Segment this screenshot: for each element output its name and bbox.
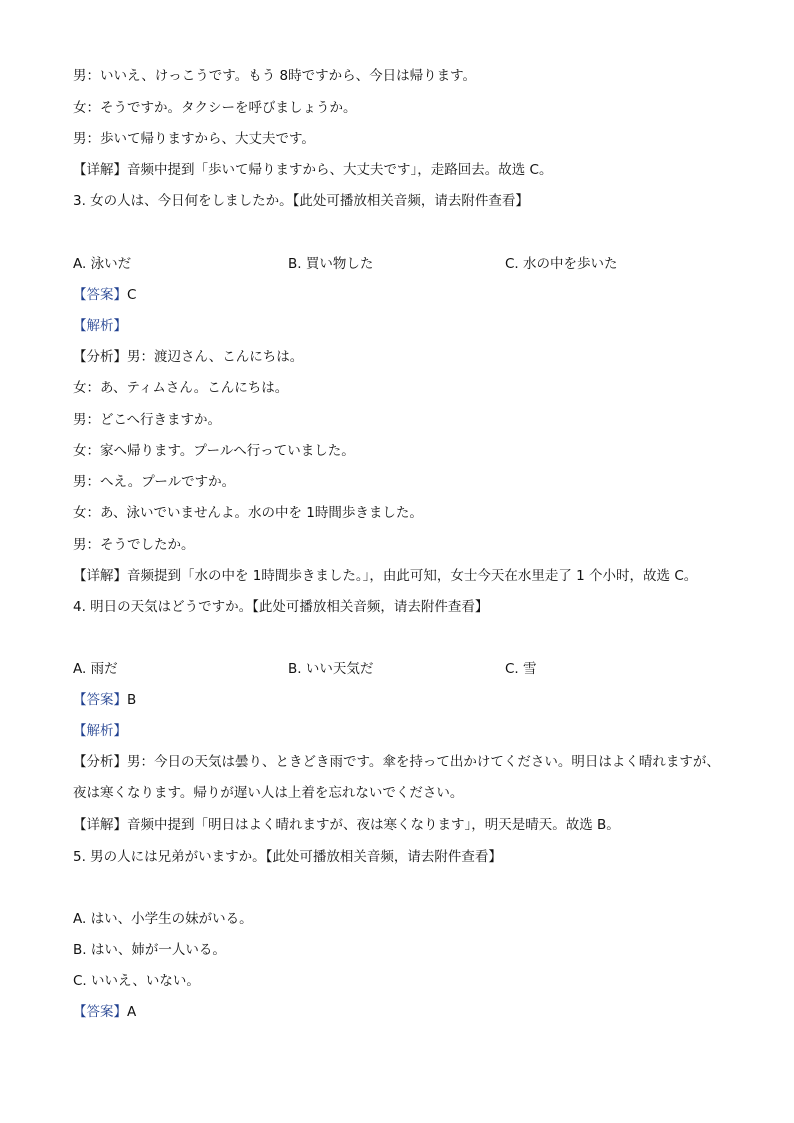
q4-answer [73,690,136,710]
answer-tag: 【答案】 [73,692,127,708]
answer-tag: 【答案】 [73,287,127,303]
q4-analysis-heading [73,721,127,741]
q4-fenxi [73,747,733,809]
fenxi-text: 男：今日の天気は曇り、ときどき雨です。傘を持って出かけてください。明日はよく晴れますが、夜は寒くなります。帰りが遅い人は上着を忘れないでください。 [73,754,720,801]
detail-text: 音频提到「水の中を 1時間歩きました。」，由此可知，女士今天在水里走了 1 个小时，故选 C。 [127,568,698,584]
q3-option-a: A. 泳いだ [73,256,132,272]
dialogue-line: 男：いいえ、けっこうです。もう 8時ですから、今日は帰ります。 [73,68,477,84]
detail-tag: 【详解】 [73,162,127,178]
q3-analysis-heading [73,316,127,336]
question-3: 3. 女の人は、今日何をしましたか。【此处可播放相关音频，请去附件查看】 [73,193,529,209]
dialogue-line: 男：どこへ行きますか。 [73,412,221,428]
analysis-tag: 【解析】 [73,723,127,739]
detail-text: 音频中提到「明日はよく晴れますが、夜は寒くなります」，明天是晴天。故选 B。 [127,817,620,833]
dialogue-line: 女：そうですか。タクシーを呼びましょうか。 [73,100,357,116]
q4-option-a: A. 雨だ [73,661,118,677]
dialogue-line: 女：家へ帰ります。プールへ行っていました。 [73,443,355,459]
q3-answer [73,285,136,305]
q5-option-c: C. いいえ、いない。 [73,973,200,989]
q4-detail [73,815,620,835]
q4-option-c: C. 雪 [505,661,537,677]
q3-option-b: B. 買い物した [288,256,374,272]
q5-option-a: A. はい、小学生の妹がいる。 [73,911,253,927]
fenxi-tag: 【分析】 [73,754,127,770]
q5-option-b: B. はい、姉が一人いる。 [73,942,226,958]
dialogue-line: 女：あ、ティムさん。こんにちは。 [73,380,289,396]
analysis-tag: 【解析】 [73,318,127,334]
fenxi-tag: 【分析】 [73,349,127,365]
question-4: 4. 明日の天気はどうですか。【此处可播放相关音频，请去附件查看】 [73,599,489,615]
q3-detail [73,566,697,586]
dialogue-line: 男：へえ。プールですか。 [73,474,236,490]
dialogue-line: 男：歩いて帰りますから、大丈夫です。 [73,131,315,147]
detail-text: 音频中提到「歩いて帰りますから、大丈夫です」，走路回去。故选 C。 [127,162,553,178]
q2-detail [73,160,552,180]
detail-tag: 【详解】 [73,568,127,584]
answer-value: C [127,287,137,303]
dialogue-line: 女：あ、泳いでいませんよ。水の中を 1時間歩きました。 [73,505,423,521]
dialogue-line: 男：渡辺さん、こんにちは。 [127,349,304,365]
q3-fenxi [73,347,303,367]
q4-option-b: B. いい天気だ [288,661,374,677]
answer-value: A [127,1004,137,1020]
dialogue-line: 男：そうでしたか。 [73,537,195,553]
detail-tag: 【详解】 [73,817,127,833]
q5-answer [73,1002,136,1022]
question-5: 5. 男の人には兄弟がいますか。【此处可播放相关音频，请去附件查看】 [73,849,502,865]
answer-tag: 【答案】 [73,1004,127,1020]
answer-value: B [127,692,137,708]
q3-option-c: C. 水の中を歩いた [505,256,618,272]
